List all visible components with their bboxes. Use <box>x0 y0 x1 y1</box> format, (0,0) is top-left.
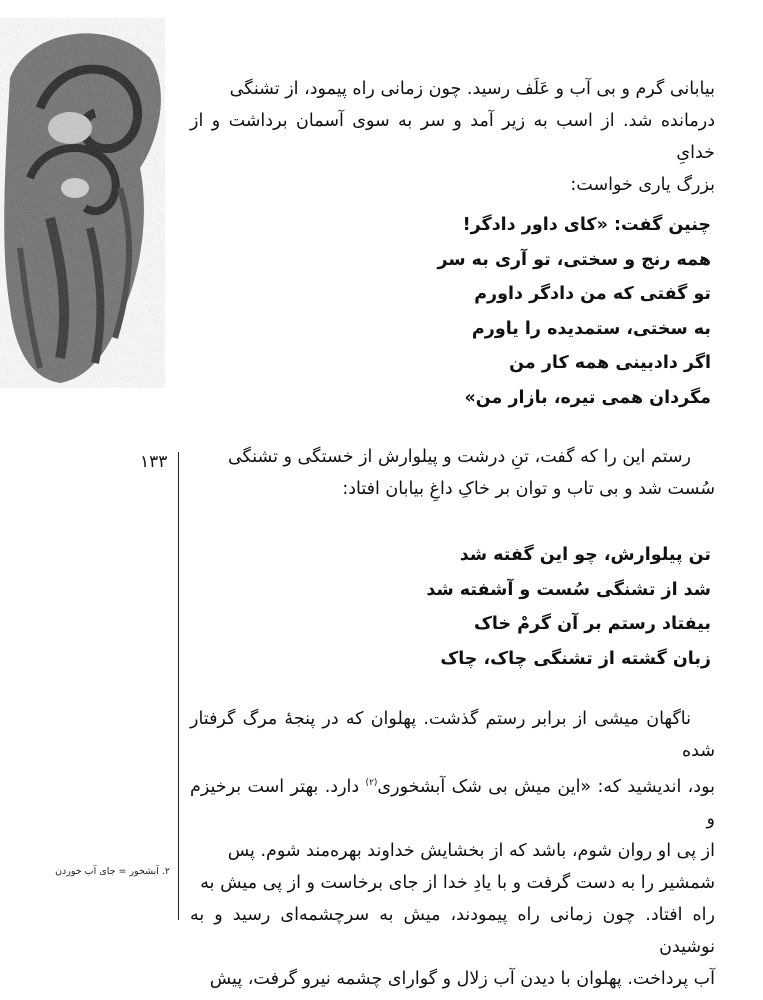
text-line: درمانده شد. از اسب به زیر آمد و سر به سوی آسمان برداشت و از خدایِ <box>190 111 715 163</box>
verse-line: مگردان همی تیره، بازار من» <box>464 387 711 408</box>
verse-line: همه رنج و سختی، تو آری به سر <box>437 249 711 270</box>
footnote-marker: (۲) <box>365 778 378 788</box>
text-line: از پی او روان شوم، باشد که از بخشایش خداوند بهره‌مند شوم. پس <box>227 840 715 861</box>
paragraph-1 <box>190 73 715 201</box>
footnote: ۲. آبشخور = جای آب خوردن <box>55 866 170 877</box>
verse-line: بیفتاد رستم بر آن گرمْ خاک <box>473 614 711 634</box>
text-line: شمشیر را به دست گرفت و با یادِ خدا از جای برخاست و از پی میش به <box>200 872 715 893</box>
verse-block-1 <box>291 208 711 415</box>
text-run: بود، اندیشید که: «این میش بی شک آبشخوری <box>377 776 715 797</box>
verse-line: تو گفتی که من دادگر داورم <box>474 284 711 304</box>
verse-line: اگر دادبینی همه کار من <box>509 353 711 373</box>
text-line: رستم این را که گفت، تنِ درشت و پیلوارش از خستگی و تشنگی <box>227 447 691 467</box>
page-number: ۱۳۳ <box>140 452 168 472</box>
verse-block-2 <box>291 538 711 676</box>
verse-line: شد از تشنگی سُست و آشفته شد <box>426 579 711 600</box>
text-line: بیابانی گرم و بی آب و عَلَف رسید. چون زمانی راه پیمود، از تشنگی <box>229 79 715 99</box>
text-line: راه افتاد. چون زمانی راه پیمودند، میش به سرچشمه‌ای رسید و به نوشیدن <box>190 904 715 957</box>
text-line: بزرگ یاری خواست: <box>570 175 715 195</box>
decorative-ornament <box>0 18 165 388</box>
text-run: دارد. بهتر است برخیزم و <box>190 776 715 829</box>
verse-line: به سختی، ستمدیده را یاورم <box>471 318 711 339</box>
margin-rule <box>178 452 179 920</box>
text-line <box>190 767 715 835</box>
text-line: سُست شد و بی تاب و توان بر خاکِ داغِ بیابان افتاد: <box>342 479 715 499</box>
text-line: آب پرداخت. پهلوان با دیدن آب زلال و گوارای چشمه نیرو گرفت، پیش <box>209 968 715 989</box>
verse-line: تن پیلوارش، چو این گفته شد <box>459 545 711 565</box>
verse-line: زبان گشته از تشنگی چاک، چاک <box>440 648 711 669</box>
paragraph-2 <box>190 441 715 505</box>
text-line: ناگهان میشی از برابر رستم گذشت. پهلوان که در پنجهٔ مرگ گرفتار شده <box>190 709 715 761</box>
paragraph-3 <box>190 703 715 995</box>
verse-line: چنین گفت: «کای داور دادگر! <box>462 215 711 235</box>
